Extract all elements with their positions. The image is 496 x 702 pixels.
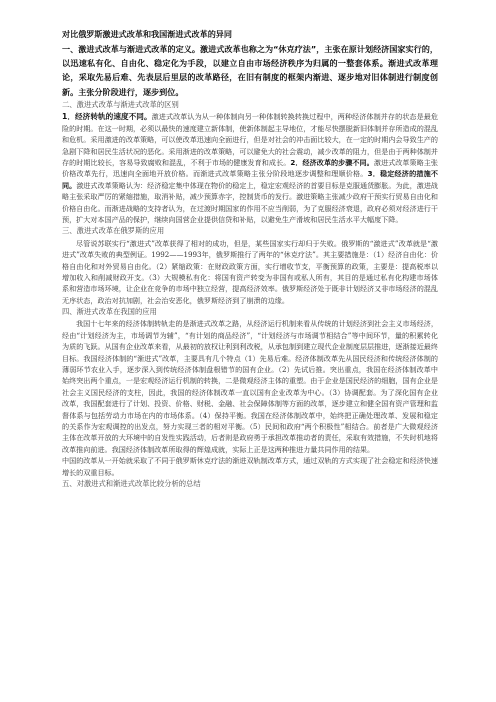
section-4-body: 我国十七年来的经济体制转轨走的是渐进式改革之路，从经济运行机制来看从传统的计划经济到社会主义市场经济，经由“计划经济为主，市场调节为辅”，“有计划的商品经济”，“计划经济与市场调节相结合”等中间环节，量的积累转化为质的飞跃。从国有企业改革来看，从最初的放权让利到利改税，从承包制到建立现代企业制度层层推进，逐渐接近最终目标。我国经济体制的“渐进式”改革，主要具有几个特点（1）先易后难。经济体制改革先从国民经济和传统经济体制的薄弱环节农业入手，逐步深入到传统经济体制盘根错节的国有企业。（2）先试后推。突出重点，我国在经济体制改革中始终突出两个重点，一是宏观经济运行机制的转换，二是微观经济主体的重塑。由于企业是国民经济的细胞，国有企业是社会主义国民经济的支柱，因此，我国的经济体制改革一直以国有企业改革为中心。（3）协调配套。为了深化国有企业改革，我国配套进行了计划、投资、价格、财税、金融、社会保障体制等方面的改革，逐步建立和健全国有资产管理和监督体系与包括劳动力市场在内的市场体系。（4）保持平衡。我国在经济体制改革中，始终把正确处理改革、发展和稳定的关系作为宏观调控的出发点，努力实现三者的相对平衡。（5）民间和政府“两个积极性”相结合。前者是广大微观经济主体在改革开放的大环境中的自发性实践活动，后者则是政府勇于承担改革推动者的责任，采取有效措施，不失时机地将改革推向前进。我国经济体制改革所取得的辉煌成就，实际上正是这两种推进力量共同作用的结果。 <box>62 319 438 454</box>
definition-paragraph: 一、激进式改革与渐进式改革的定义。激进式改革也称之为“休克疗法”，主张在原计划经济国家实行的，以迅速私有化、自由化、稳定化为手段，以建立自由市场经济秩序为归属的一整套体系。渐进式改革理论，采取先易后难、先表层后里层的改革路径，在旧有制度的框架内渐进、逐步地对旧体制进行制度创新。主张分阶段进行，逐步到位。 <box>62 43 438 97</box>
subpoint-2-label: 2．经济改革的步骤不同。 <box>290 158 374 168</box>
section-4-heading: 四、渐进式改革在我国的应用 <box>62 307 157 317</box>
subpoint-3-text: 激进式改革策略认为：经济稳定集中体现在物价的稳定上，稳定宏观经济的首要目标是克服通货膨胀。为此，激进战略主张采取严厉的紧缩措施，取消补贴，减少预算赤字，控制货币的发行。激进策略主张减少政府干预实行贸易自由化和价格自由化。而渐进战略的支持者认为，在过渡时期国家的作用不应当削弱，为了克服经济衰退，政府必须对经济进行干预，扩大对本国产品的保护，继续向国营企业提供信贷和补贴，以避免生产滑坡和居民生活水平大幅度下降。 <box>62 180 439 225</box>
subpoint-1-text: 激进式改革认为从一种体制向另一种体制转换转换过程中，两种经济体制并存的状态是最危险的时期。在这一时期，必须以最快的速度建立新体制，使新体制起主导地位，才能尽快摆脱新旧体制并存所造成的混乱和危机。采用激进的改革策略，可以使改革迅速向全面进行，但是对社会的冲击面比较大，在一定的时期内会导致生产的急剧下降和居民生活状况的恶化。采用渐进的改革策略，可以避免大的社会震动，减少改革的阻力，但是由于两种体制并存的时期比较长，容易导致腐败和混乱，不利于市场的健康发育和成长。 <box>62 112 438 168</box>
section-2-heading: 二、激进式改革与渐进式改革的区别 <box>62 100 179 110</box>
section-2-body <box>62 111 438 225</box>
section-3-heading: 三、激进式改革在俄罗斯的应用 <box>62 226 165 236</box>
subpoint-1-label: 1．经济转轨的速度不同。 <box>62 112 152 122</box>
section-3-body: 尽管说苏联实行“激进式”改革获得了相对的成功，但是，某些国家实行却归于失败。俄罗斯的“激进式”改革就是“激进式”改革失败的典型例证。1992——1993年，俄罗斯推行了两年的“休克疗法”。其主要措施是：（1）经济自由化：价格自由化和对外贸易自由化。（2）紧缩政策：在财政政策方面，实行增收节支，平衡预算的政策，主要是：提高税率以增加收入和削减财政开支。（3）大规模私有化：将国有资产转变为非国有或私人所有，其目的是通过私有化构建市场体系和营造市场环境，让企业在竞争的市场中独立经营，提高经济效率。俄罗斯经济处于既非计划经济又非市场经济的混乱无序状态，政治对抗加剧，社会治安恶化，俄罗斯经济到了崩溃的边缘。 <box>62 238 438 305</box>
subpoint-3-label: 3．稳定经济的措施不同。 <box>62 169 438 190</box>
subpoint-2-text: 激进式改革策略主张价格改革先行，迅速向全面地开放价格。而渐进式改革策略主张分阶段地逐步调整和理顺价格。 <box>62 158 439 179</box>
section-4-conclusion: 中国的改革从一开始就采取了不同于俄罗斯休克疗法的渐进双轨制改革方式，通过双轨的方式实现了社会稳定和经济快速增长的双重目标。 <box>62 456 438 477</box>
section-5-heading: 五、对激进式和渐进式改革比较分析的总结 <box>62 479 201 489</box>
document-title: 对比俄罗斯激进式改革和我国渐进式改革的异同 <box>62 29 232 39</box>
